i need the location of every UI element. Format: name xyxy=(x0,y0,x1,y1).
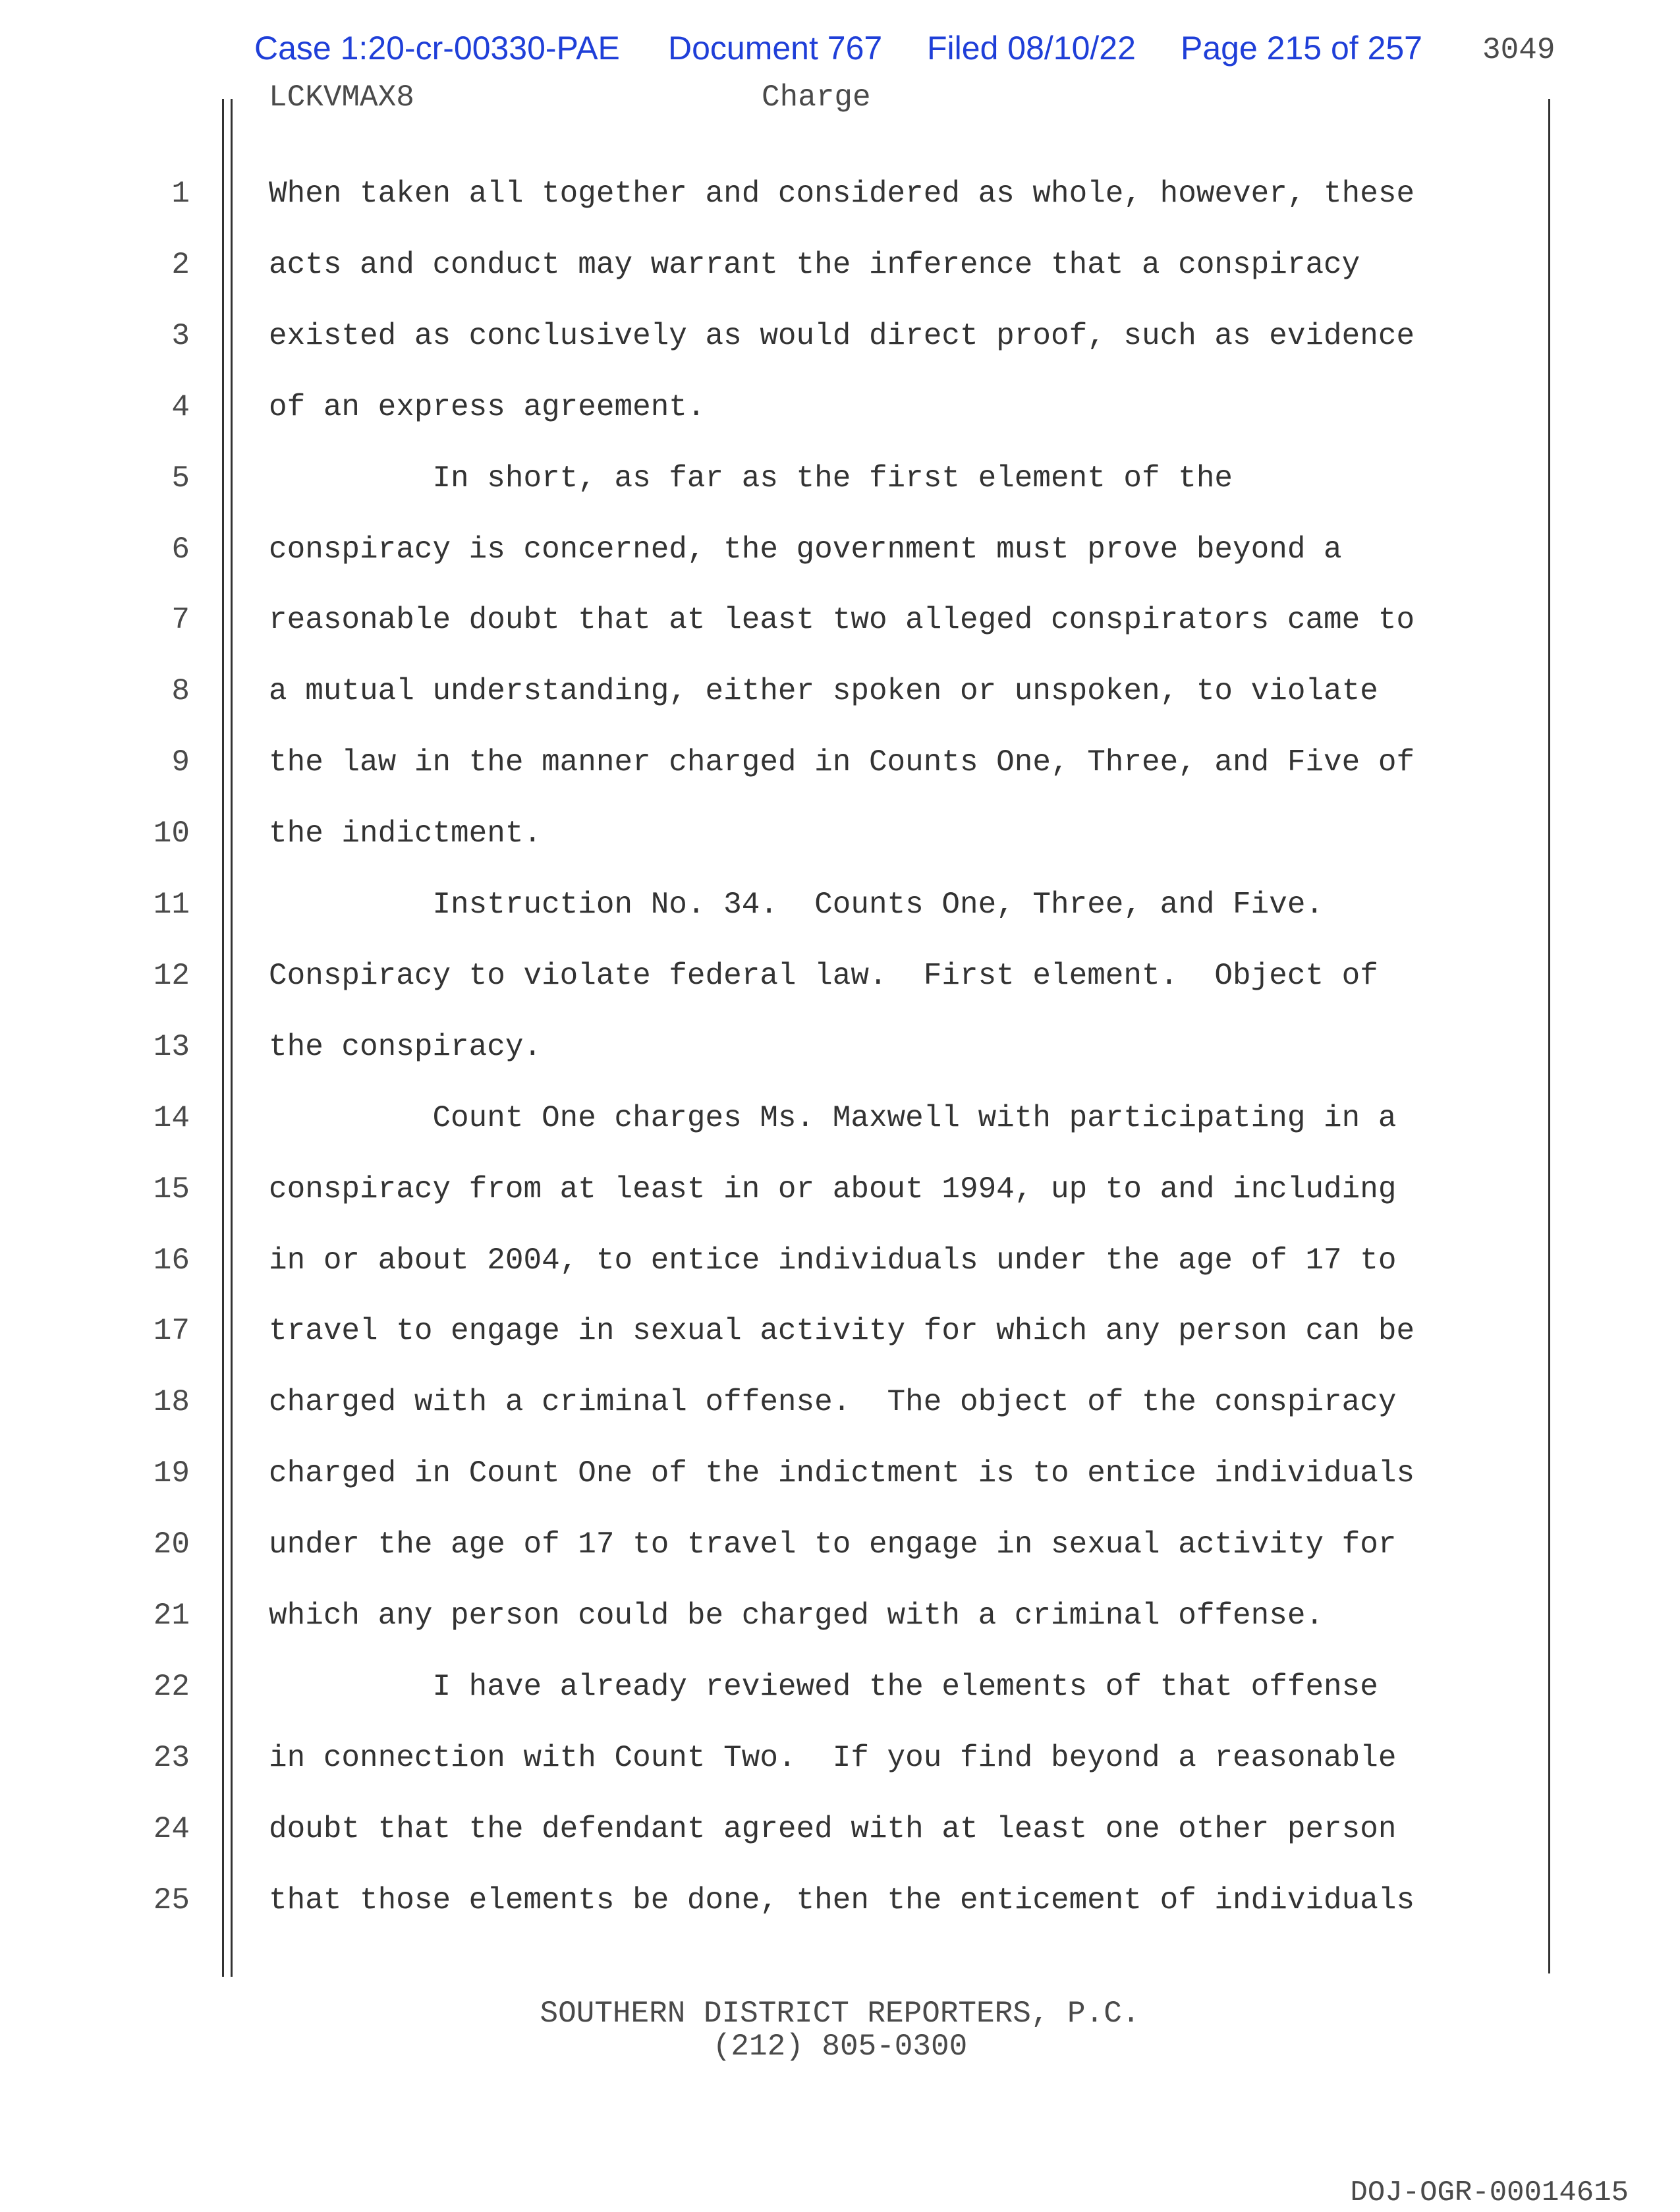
transcript-line: conspiracy is concerned, the government must prove beyond a xyxy=(269,532,1342,567)
ecf-filed-date: Filed 08/10/22 xyxy=(927,30,1136,67)
transcript-page-number: 3049 xyxy=(1482,33,1555,67)
transcript-line: Instruction No. 34. Counts One, Three, and Five. xyxy=(269,888,1324,922)
ecf-document-number: Document 767 xyxy=(668,30,883,67)
line-number: 6 xyxy=(171,532,190,567)
transcript-line: in connection with Count Two. If you find beyond a reasonable xyxy=(269,1741,1397,1775)
line-number: 10 xyxy=(153,816,190,851)
running-header-section: Charge xyxy=(762,80,871,115)
transcript-line: existed as conclusively as would direct proof, such as evidence xyxy=(269,319,1415,353)
transcript-line: the law in the manner charged in Counts One, Three, and Five of xyxy=(269,745,1415,780)
line-number: 1 xyxy=(171,177,190,211)
line-number: 11 xyxy=(153,888,190,922)
transcript-line: of an express agreement. xyxy=(269,390,706,424)
transcript-line: charged with a criminal offense. The object of the conspiracy xyxy=(269,1385,1397,1419)
court-reporter-phone: (212) 805-0300 xyxy=(712,2029,968,2064)
bates-number: DOJ-OGR-00014615 xyxy=(1350,2176,1629,2209)
line-number: 4 xyxy=(171,390,190,424)
line-number: 7 xyxy=(171,603,190,637)
line-number: 20 xyxy=(153,1527,190,1562)
ecf-case-number: Case 1:20-cr-00330-PAE xyxy=(254,30,620,67)
line-number: 18 xyxy=(153,1385,190,1419)
transcript-line: the indictment. xyxy=(269,816,542,851)
line-number: 24 xyxy=(153,1812,190,1846)
line-number: 22 xyxy=(153,1670,190,1704)
transcript-line: travel to engage in sexual activity for which any person can be xyxy=(269,1314,1415,1348)
transcript-line: that those elements be done, then the enticement of individuals xyxy=(269,1883,1415,1917)
transcript-line: the conspiracy. xyxy=(269,1030,542,1064)
line-number: 8 xyxy=(171,674,190,708)
line-number: 3 xyxy=(171,319,190,353)
line-number: 19 xyxy=(153,1456,190,1490)
transcript-line: I have already reviewed the elements of that offense xyxy=(269,1670,1378,1704)
court-reporter-name: SOUTHERN DISTRICT REPORTERS, P.C. xyxy=(540,1997,1140,2031)
line-number: 12 xyxy=(153,959,190,993)
line-number: 21 xyxy=(153,1599,190,1633)
line-number: 15 xyxy=(153,1172,190,1206)
transcript-line: charged in Count One of the indictment is to entice individuals xyxy=(269,1456,1415,1490)
line-number: 13 xyxy=(153,1030,190,1064)
line-number: 16 xyxy=(153,1243,190,1278)
line-number: 9 xyxy=(171,745,190,780)
transcript-line: under the age of 17 to travel to engage in sexual activity for xyxy=(269,1527,1397,1562)
transcript-line: In short, as far as the first element of the xyxy=(269,461,1233,496)
left-margin-rule-outer xyxy=(222,99,224,1977)
transcript-line: in or about 2004, to entice individuals under the age of 17 to xyxy=(269,1243,1397,1278)
line-number: 5 xyxy=(171,461,190,496)
transcript-line: reasonable doubt that at least two alleged conspirators came to xyxy=(269,603,1415,637)
transcript-line: a mutual understanding, either spoken or unspoken, to violate xyxy=(269,674,1378,708)
transcript-line: When taken all together and considered as whole, however, these xyxy=(269,177,1415,211)
line-number: 14 xyxy=(153,1101,190,1135)
transcript-line: which any person could be charged with a criminal offense. xyxy=(269,1599,1324,1633)
ecf-filing-header xyxy=(0,29,1680,75)
transcript-line: doubt that the defendant agreed with at least one other person xyxy=(269,1812,1397,1846)
line-number: 23 xyxy=(153,1741,190,1775)
line-number: 2 xyxy=(171,248,190,282)
line-number: 25 xyxy=(153,1883,190,1917)
transcript-line: acts and conduct may warrant the inference that a conspiracy xyxy=(269,248,1360,282)
transcript-line: Count One charges Ms. Maxwell with participating in a xyxy=(269,1101,1397,1135)
transcript-line: Conspiracy to violate federal law. First element. Object of xyxy=(269,959,1378,993)
transcript-line: conspiracy from at least in or about 1994, up to and including xyxy=(269,1172,1397,1206)
ecf-page-count: Page 215 of 257 xyxy=(1181,30,1422,67)
running-header-code: LCKVMAX8 xyxy=(269,80,414,115)
left-margin-rule-inner xyxy=(231,99,233,1977)
right-margin-rule xyxy=(1548,99,1550,1973)
line-number: 17 xyxy=(153,1314,190,1348)
